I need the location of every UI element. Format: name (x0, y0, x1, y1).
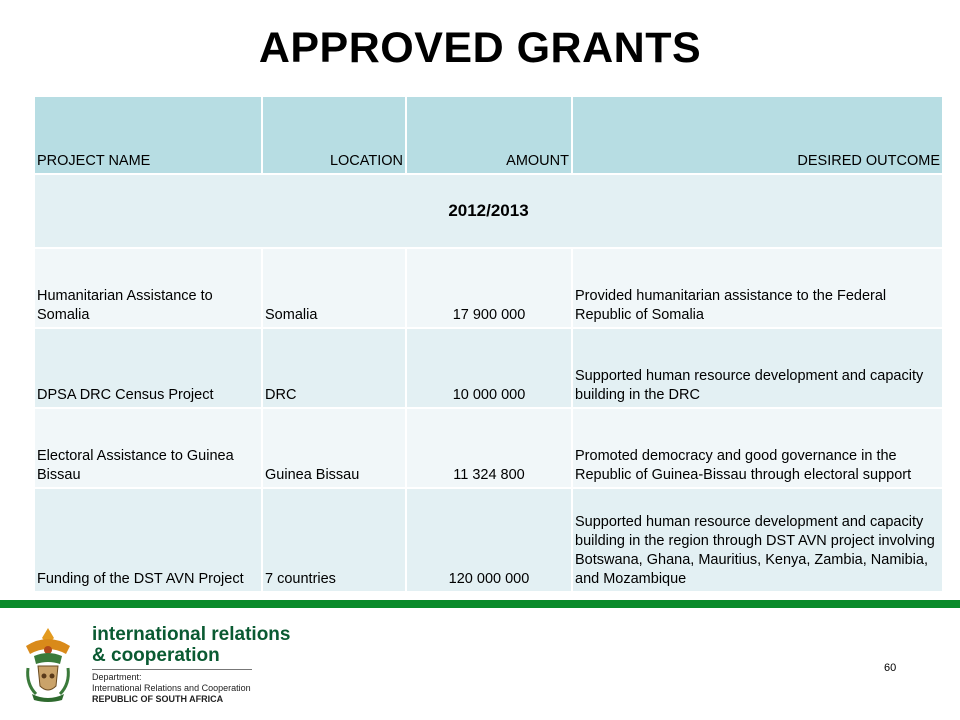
table-row (34, 328, 943, 408)
location-cell: Somalia (262, 248, 406, 328)
dept-name-line1: international relations (92, 624, 291, 645)
dept-sub1: Department: (92, 672, 142, 682)
project-name-cell: Humanitarian Assistance to Somalia (34, 248, 262, 328)
outcome-cell: Supported human resource development and capacity building in the DRC (572, 328, 943, 408)
project-name-cell: DPSA DRC Census Project (34, 328, 262, 408)
project-name-cell: Funding of the DST AVN Project (34, 488, 262, 592)
table-row (34, 248, 943, 328)
outcome-cell: Supported human resource development and capacity building in the region through DST AVN project involving Botswana, Ghana, Mauritius, Kenya, Zambia, Namibia, and Mozambique (572, 488, 943, 592)
table-row (34, 488, 943, 592)
dept-sub2: International Relations and Cooperation (92, 683, 251, 693)
footer-divider (0, 600, 960, 608)
dept-name-line2: & cooperation (92, 645, 220, 666)
outcome-cell: Provided humanitarian assistance to the Federal Republic of Somalia (572, 248, 943, 328)
dept-sub3: REPUBLIC OF SOUTH AFRICA (92, 694, 224, 704)
amount-cell: 11 324 800 (406, 408, 572, 488)
coat-of-arms-icon (18, 624, 78, 704)
department-branding (92, 624, 290, 705)
header-desired-outcome: DESIRED OUTCOME (572, 96, 943, 174)
year-label: 2012/2013 (34, 174, 943, 248)
page-title: APPROVED GRANTS (258, 24, 702, 72)
header-amount: AMOUNT (406, 96, 572, 174)
project-name-cell: Electoral Assistance to Guinea Bissau (34, 408, 262, 488)
header-location: LOCATION (262, 96, 406, 174)
location-cell: Guinea Bissau (262, 408, 406, 488)
amount-cell: 17 900 000 (406, 248, 572, 328)
dept-rule (92, 669, 252, 670)
amount-cell: 120 000 000 (406, 488, 572, 592)
grants-table (33, 95, 944, 593)
page-number: 60 (884, 662, 897, 674)
table-row (34, 408, 943, 488)
location-cell: DRC (262, 328, 406, 408)
outcome-cell: Promoted democracy and good governance in the Republic of Guinea-Bissau through electoral support (572, 408, 943, 488)
year-row (34, 174, 943, 248)
header-project-name: PROJECT NAME (34, 96, 262, 174)
amount-cell: 10 000 000 (406, 328, 572, 408)
location-cell: 7 countries (262, 488, 406, 592)
table-header-row (34, 96, 943, 174)
